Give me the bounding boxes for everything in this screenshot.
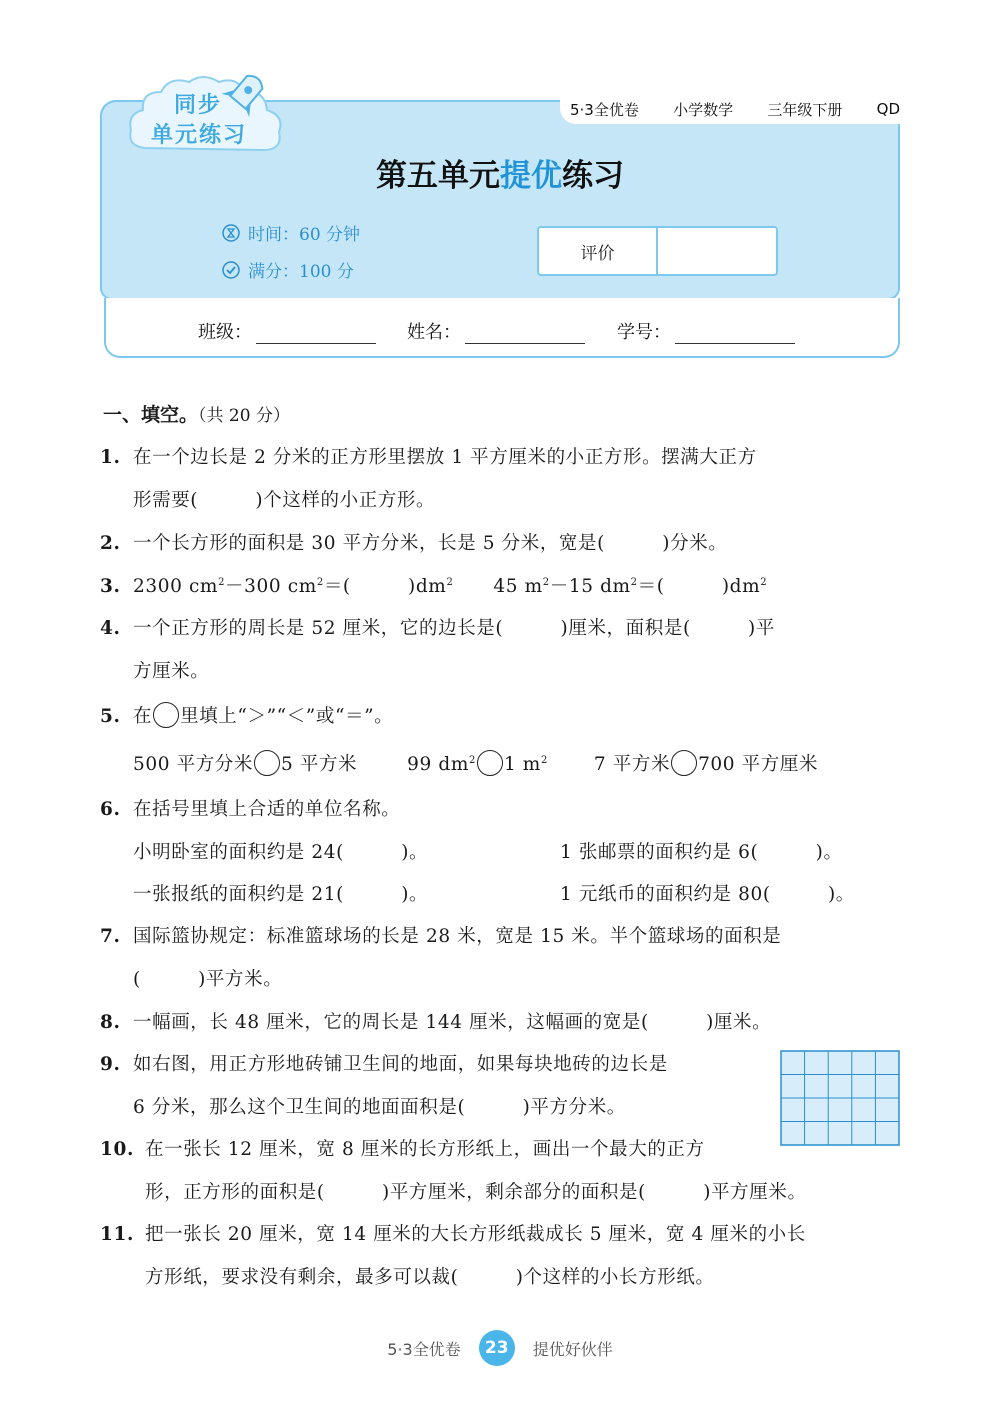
unit-badge — [125, 70, 295, 162]
class-blank[interactable] — [256, 321, 376, 344]
question-9 — [100, 1050, 668, 1076]
question-text: 1 张邮票的面积约是 6( )。 — [560, 842, 843, 863]
question-number: 5. — [100, 706, 121, 727]
question-text: 在一张长 12 厘米，宽 8 厘米的长方形纸上，画出一个最大的正方 — [145, 1139, 705, 1160]
section-points: （共 20 分） — [198, 406, 290, 426]
name-field — [407, 318, 585, 344]
name-label: 姓名： — [407, 322, 461, 343]
title-text: 练习 — [562, 158, 624, 194]
question-6 — [100, 795, 400, 821]
series-item: 三年级下册 — [767, 100, 843, 119]
question-number: 6. — [100, 799, 121, 820]
question-11 — [100, 1220, 806, 1246]
section-heading: 一、填空。 — [103, 404, 199, 426]
question-1 — [100, 443, 757, 469]
id-blank[interactable] — [675, 321, 795, 344]
series-item: 5·3全优卷 — [570, 100, 639, 119]
question-number: 7. — [100, 926, 121, 947]
question-number: 10. — [100, 1139, 134, 1160]
badge-text: 单元练习 — [151, 123, 248, 148]
question-5-items — [133, 750, 818, 776]
expr: ＝( )dm — [323, 576, 447, 597]
question-4 — [100, 614, 775, 640]
rating-label: 评价 — [539, 228, 658, 274]
question-text: 方厘米。 — [133, 661, 210, 682]
question-11-cont — [145, 1263, 715, 1289]
check-circle-icon — [222, 261, 240, 279]
question-number: 2. — [100, 533, 121, 554]
rating-blank[interactable] — [658, 228, 776, 274]
time-limit — [222, 220, 360, 245]
time-text: 时间：60 分钟 — [248, 225, 361, 245]
question-9-cont — [133, 1093, 626, 1119]
question-number: 11. — [100, 1224, 134, 1245]
question-number: 9. — [100, 1054, 121, 1075]
compare-left: 7 平方米 — [593, 754, 671, 775]
exp: 2 — [446, 576, 454, 588]
exp: 2 — [540, 754, 548, 766]
compare-circle — [153, 702, 179, 728]
expr: 45 m — [493, 576, 543, 597]
compare-right: 5 平方米 — [281, 754, 358, 775]
compare-circle[interactable] — [254, 750, 280, 776]
question-text: 把一张长 20 厘米，宽 14 厘米的大长方形纸裁成长 5 厘米，宽 4 厘米的小长 — [145, 1224, 806, 1245]
question-number: 4. — [100, 618, 121, 639]
question-7-cont — [133, 965, 282, 991]
hourglass-icon — [222, 224, 240, 242]
score-text: 满分：100 分 — [248, 262, 354, 282]
question-6-item-d — [560, 880, 855, 906]
question-text: 一张报纸的面积约是 21( )。 — [133, 884, 429, 905]
exp: 2 — [316, 576, 324, 588]
question-text: 形需要( )个这样的小正方形。 — [133, 490, 436, 511]
question-8 — [100, 1008, 771, 1034]
badge-text: 同步 — [174, 93, 223, 118]
question-text: 形，正方形的面积是( )平方厘米，剩余部分的面积是( )平方厘米。 — [145, 1182, 807, 1203]
compare-circle[interactable] — [477, 750, 503, 776]
series-item: QD — [876, 100, 900, 118]
question-text: 如右图，用正方形地砖铺卫生间的地面，如果每块地砖的边长是 — [133, 1054, 668, 1075]
question-7 — [100, 922, 781, 948]
question-text: ( )平方米。 — [133, 969, 283, 990]
class-label: 班级： — [198, 322, 252, 343]
series-bar — [570, 96, 900, 122]
question-6-item-c — [133, 880, 428, 906]
footer-right: 提优好伙伴 — [532, 1339, 613, 1359]
question-10 — [100, 1135, 705, 1161]
series-item: 小学数学 — [673, 100, 734, 119]
exp: 2 — [760, 576, 768, 588]
exp: 2 — [542, 576, 550, 588]
exp: 2 — [468, 754, 476, 766]
question-5 — [100, 702, 393, 728]
page-number: 23 — [479, 1330, 515, 1366]
question-text: 在括号里填上合适的单位名称。 — [133, 799, 401, 820]
compare-right: 700 平方厘米 — [698, 754, 819, 775]
full-score — [222, 257, 354, 282]
expr: －300 cm — [225, 576, 317, 597]
question-2 — [100, 529, 727, 555]
question-text: 1 元纸币的面积约是 80( )。 — [560, 884, 855, 905]
question-text: 6 分米，那么这个卫生间的地面面积是( )平方分米。 — [133, 1097, 626, 1118]
question-text: 里填上“＞”“＜”或“＝”。 — [180, 706, 394, 727]
section-title — [103, 400, 290, 427]
compare-left: 500 平方分米 — [133, 754, 253, 775]
question-10-cont — [145, 1178, 807, 1204]
question-text: 一个正方形的周长是 52 厘米，它的边长是( )厘米，面积是( )平 — [133, 618, 775, 639]
compare-left: 99 dm — [407, 754, 469, 775]
question-text: 方形纸，要求没有剩余，最多可以裁( )个这样的小长方形纸。 — [145, 1267, 715, 1288]
question-text: 小明卧室的面积约是 24( )。 — [133, 842, 429, 863]
question-6-item-a — [133, 838, 428, 864]
question-number: 3. — [100, 576, 121, 597]
id-label: 学号： — [617, 322, 671, 343]
class-field — [198, 318, 376, 344]
page-title — [0, 150, 1000, 195]
exp: 2 — [630, 576, 638, 588]
footer-left: 5·3全优卷 — [387, 1339, 461, 1359]
expr: 2300 cm — [133, 576, 219, 597]
expr: －15 dm — [549, 576, 631, 597]
id-field — [617, 318, 795, 344]
compare-circle[interactable] — [671, 750, 697, 776]
title-highlight: 提优 — [500, 158, 562, 194]
tile-grid-figure — [780, 1050, 900, 1146]
expr: ＝( )dm — [637, 576, 761, 597]
question-3 — [100, 572, 767, 598]
question-text: 一幅画，长 48 厘米，它的周长是 144 厘米，这幅画的宽是( )厘米。 — [133, 1012, 772, 1033]
title-text: 第五单元 — [376, 158, 500, 194]
question-text: 国际篮协规定：标准篮球场的长是 28 米，宽是 15 米。半个篮球场的面积是 — [133, 926, 782, 947]
compare-right: 1 m — [503, 754, 541, 775]
question-text: 在一个边长是 2 分米的正方形里摆放 1 平方厘米的小正方形。摆满大正方 — [133, 447, 757, 468]
exp: 2 — [218, 576, 226, 588]
page-footer — [0, 1330, 1000, 1366]
question-6-item-b — [560, 838, 843, 864]
rating-box — [537, 226, 778, 276]
question-number: 8. — [100, 1012, 121, 1033]
question-1-cont — [133, 486, 435, 512]
question-number: 1. — [100, 447, 121, 468]
question-4-cont — [133, 657, 209, 683]
question-text: 在 — [133, 706, 153, 727]
name-blank[interactable] — [465, 321, 585, 344]
question-text: 一个长方形的面积是 30 平方分米，长是 5 分米，宽是( )分米。 — [133, 533, 728, 554]
